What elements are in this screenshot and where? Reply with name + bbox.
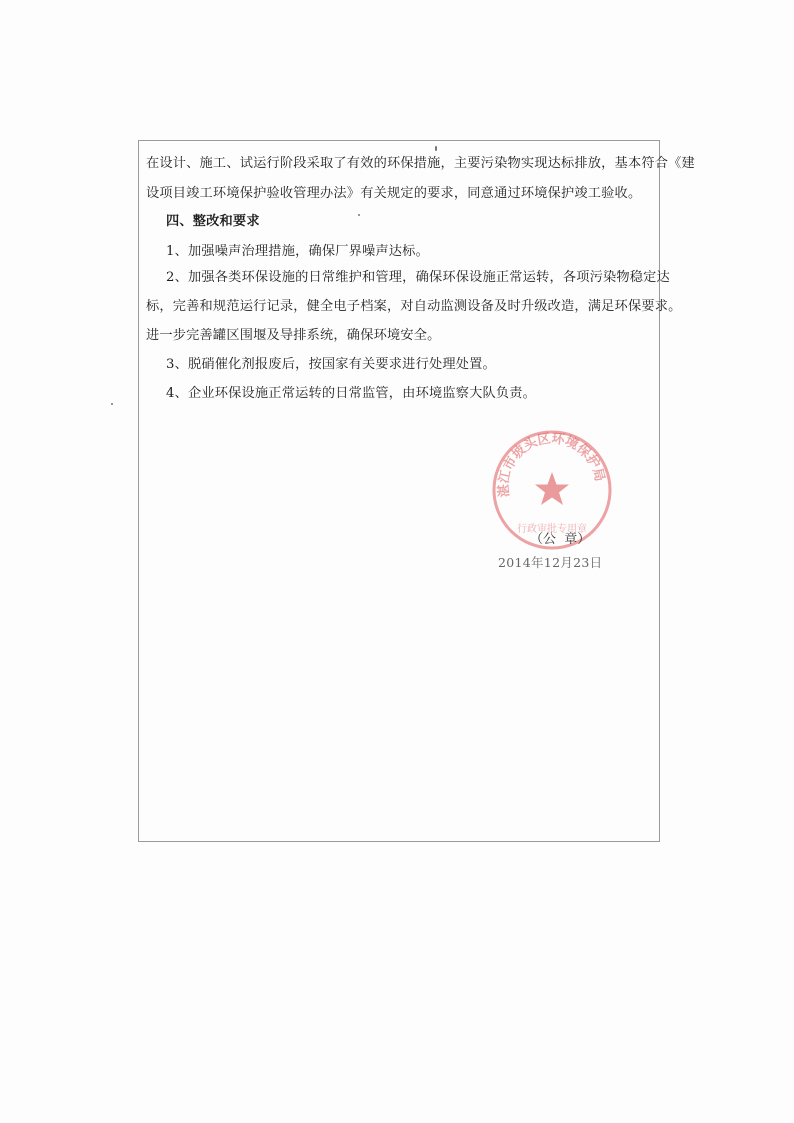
list-item: 2、加强各类环保设施的日常维护和管理，确保环保设施正常运转，各项污染物稳定达 [166, 270, 670, 285]
list-item: 1、加强噪声治理措施，确保厂界噪声达标。 [166, 244, 429, 259]
section-heading: 四、整改和要求 [166, 214, 260, 229]
list-item: 4、企业环保设施正常运转的日常监管，由环境监察大队负责。 [166, 386, 537, 401]
seal-bottom-text: 行政审批专用章 [517, 524, 587, 535]
paragraph-line: 在设计、施工、试运行阶段采取了有效的环保措施，主要污染物实现达标排放，基本符合《建 [146, 156, 695, 171]
paragraph-line: 设项目竣工环境保护验收管理办法》有关规定的要求，同意通过环境保护竣工验收。 [146, 186, 642, 201]
scan-speck [358, 214, 360, 216]
scan-speck [111, 403, 113, 405]
list-item-continuation: 进一步完善罐区围堰及导排系统，确保环境安全。 [146, 328, 441, 343]
list-item-continuation: 标，完善和规范运行记录，健全电子档案，对自动监测设备及时升级改造，满足环保要求。 [146, 299, 682, 314]
seal-outer-text: 湛江市坡头区环境保护局 [496, 431, 607, 498]
seal-star-icon [535, 472, 569, 505]
list-item: 3、脱硝催化剂报废后，按国家有关要求进行处理处置。 [166, 357, 496, 372]
seal-label: （公 章） [530, 532, 591, 547]
signature-date: 2014年12月23日 [498, 555, 603, 570]
scan-speck [435, 146, 437, 151]
